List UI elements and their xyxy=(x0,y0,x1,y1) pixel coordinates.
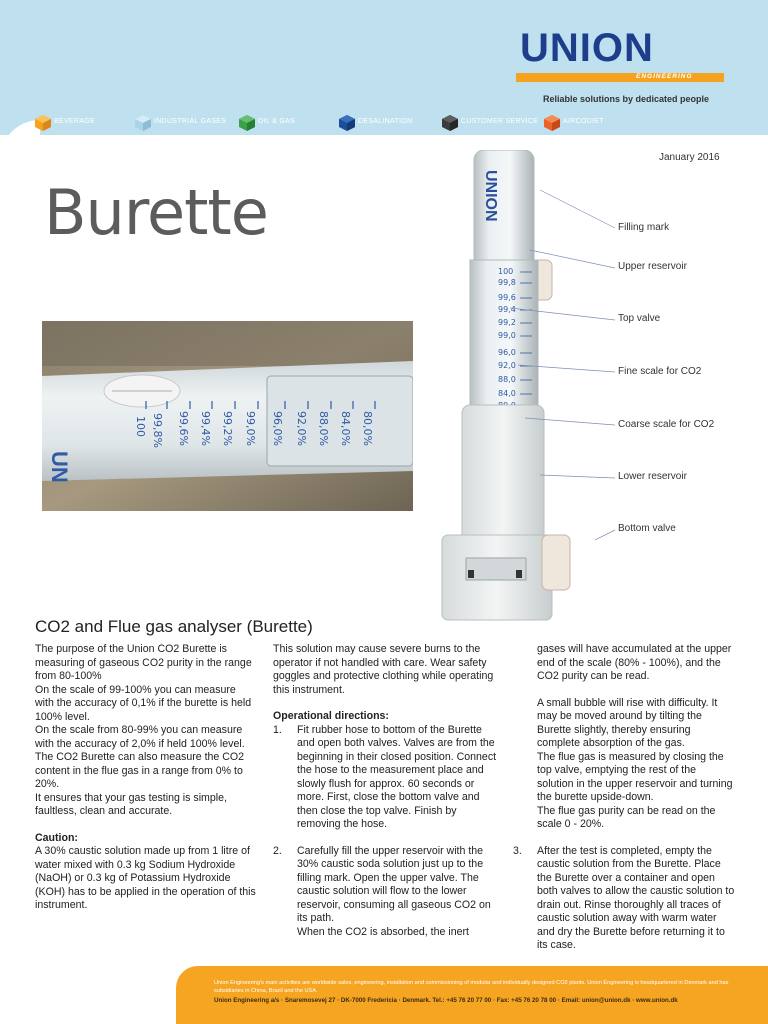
logo-bar xyxy=(516,73,724,82)
callout-top-valve: Top valve xyxy=(618,313,661,324)
paragraph: On the scale of 99-100% you can measure with the accuracy of 0,1% if the burette is held 100% level. xyxy=(35,683,252,723)
callout-bottom-valve: Bottom valve xyxy=(618,523,676,534)
list-item xyxy=(513,845,735,953)
paragraph: On the scale from 80-99% you can measure with the accuracy of 2,0% if held 100% level. xyxy=(35,724,245,750)
tagline: Reliable solutions by dedicated people xyxy=(543,94,710,104)
footer-about: Union Engineering's main activities are worldwide sales, engineering, installation and commissioning of modular and individually designed CO2 plants. Union Engineering is headquartered in Denmark and has subsidiaries in China, Brazil and the USA. xyxy=(214,980,729,994)
burette-closeup-photo xyxy=(42,321,413,511)
paragraph: The flue gas is measured by closing the top valve, emptying the rest of the solution in the upper reservoir and turning the burette upside-down. xyxy=(537,750,733,803)
date: January 2016 xyxy=(659,152,720,163)
device-scale-label: 84,0 xyxy=(498,389,516,398)
text-column-1 xyxy=(35,643,257,913)
caution-text: A 30% caustic solution made up from 1 litre of water mixed with 0.3 kg Sodium Hydroxide (NaOH) or 0.3 kg of Potassium Hydroxide (KOH) has to be applied in the operation of this instrument. xyxy=(35,845,256,911)
step-text: After the test is completed, empty the caustic solution from the Burette. Place the Burette over a container and open both valves to allow the caustic solution to drain out. Rinse thoroughly all traces of caustic solution away with warm water and dry the Burette before returning it to its case. xyxy=(537,844,735,951)
union-logo xyxy=(516,26,726,86)
category-label: CUSTOMER SERVICE xyxy=(461,118,539,125)
list-number: 2. xyxy=(273,844,282,857)
device-scale-label: 99,2 xyxy=(498,318,516,327)
category-label: DESALINATION xyxy=(358,118,413,125)
photo-scale-label: 99,6% xyxy=(177,411,190,446)
photo-scale-label: 80,0% xyxy=(361,411,374,446)
callout-filling-mark: Filling mark xyxy=(618,222,670,233)
list-item xyxy=(273,724,499,832)
device-scale-label: 99,8 xyxy=(498,278,516,287)
paragraph: A small bubble will rise with difficulty. It may be moved around by tilting the Burette slightly, thereby ensuring complete absorption of the gas. xyxy=(537,696,718,749)
photo-scale-label: 96,0% xyxy=(271,411,284,446)
paragraph: The purpose of the Union CO2 Burette is measuring of gaseous CO2 purity in the range from 80-100% xyxy=(35,643,252,682)
page-title: Burette xyxy=(44,176,268,249)
device-scale-label: 99,0 xyxy=(498,331,516,340)
footer xyxy=(176,966,768,1024)
device-scale-label: 100 xyxy=(498,267,514,276)
photo-scale-label: 99,4% xyxy=(199,411,212,446)
cube-icon xyxy=(338,114,356,132)
footer-contact: Union Engineering a/s · Snaremosevej 27 · DK-7000 Fredericia · Denmark. Tel.: +45 76 20 77 00 · Fax: +45 76 20 78 00 · Email: union@union.dk · www.union.dk xyxy=(214,997,678,1004)
photo-scale-label: 84,0% xyxy=(339,411,352,446)
category-label: AIRCODIET xyxy=(563,118,604,125)
paragraph: gases will have accumulated at the upper end of the scale (80% - 100%), and the CO2 purity can be read. xyxy=(537,643,732,682)
paragraph: It ensures that your gas testing is simple, faultless, clean and accurate. xyxy=(35,791,227,817)
step-text: When the CO2 is absorbed, the inert xyxy=(297,925,469,938)
photo-scale-label: 99,2% xyxy=(221,411,234,446)
list-number: 3. xyxy=(513,844,522,857)
logo-wordmark: UNION xyxy=(520,26,654,70)
category-label: INDUSTRIAL GASES xyxy=(154,118,227,125)
callout-coarse-scale: Coarse scale for CO2 xyxy=(618,419,715,430)
paragraph: The CO2 Burette can also measure the CO2 content in the flue gas in a range from 0% to 20%. xyxy=(35,751,245,790)
category-label: BEVERAGE xyxy=(54,118,95,125)
photo-scale-label: 99,8% xyxy=(151,413,164,448)
cube-icon xyxy=(34,114,52,132)
device-scale-label: 88,0 xyxy=(498,375,516,384)
device-scale-label: 96,0 xyxy=(498,348,516,357)
callout-lines xyxy=(500,180,620,540)
callout-upper-reservoir: Upper reservoir xyxy=(618,261,687,272)
text-column-2 xyxy=(273,643,499,939)
photo-scale-label: 100 xyxy=(134,416,147,437)
photo-scale-label: 92,0% xyxy=(295,411,308,446)
paragraph: This solution may cause severe burns to the operator if not handled with care. Wear safety goggles and protective clothing while operating this instrument. xyxy=(273,643,494,696)
callout-fine-scale: Fine scale for CO2 xyxy=(618,366,702,377)
logo-subtitle: ENGINEERING xyxy=(636,73,693,80)
section-heading: CO2 and Flue gas analyser (Burette) xyxy=(35,617,313,636)
svg-text:UN: UN xyxy=(47,451,72,483)
device-scale-label: 92,0 xyxy=(498,361,516,370)
list-number: 1. xyxy=(273,723,282,736)
caution-heading: Caution: xyxy=(35,831,78,844)
callout-lower-reservoir: Lower reservoir xyxy=(618,471,687,482)
category-bar xyxy=(34,114,684,132)
step-text: Carefully fill the upper reservoir with the 30% caustic soda solution just up to the filling mark. Open the upper valve. The caustic solution will flow to the lower reservoir, consuming all gaseous CO2 on its path. xyxy=(297,844,491,924)
category-label: OIL & GAS xyxy=(258,118,296,125)
step-text: Fit rubber hose to bottom of the Burette and open both valves. Valves are from the beginning in their closed position. Connect the hose to the measurement place and slowly flush for approx. 60 seconds or more. First, close the bottom valve and then close the top valve. Finish by removing the hose. xyxy=(297,723,497,830)
cube-icon xyxy=(441,114,459,132)
photo-scale-label: 88,0% xyxy=(317,411,330,446)
device-scale-label: 99,6 xyxy=(498,293,516,302)
device-logo: UNION xyxy=(482,170,499,222)
device-scale-label: 99,4 xyxy=(498,305,516,314)
photo-scale-label: 99,0% xyxy=(244,411,257,446)
list-item xyxy=(273,845,499,940)
cube-icon xyxy=(543,114,561,132)
text-column-3 xyxy=(513,643,735,953)
paragraph: The flue gas purity can be read on the scale 0 - 20%. xyxy=(537,804,716,830)
operational-heading: Operational directions: xyxy=(273,710,389,722)
cube-icon xyxy=(238,114,256,132)
cube-icon xyxy=(134,114,152,132)
